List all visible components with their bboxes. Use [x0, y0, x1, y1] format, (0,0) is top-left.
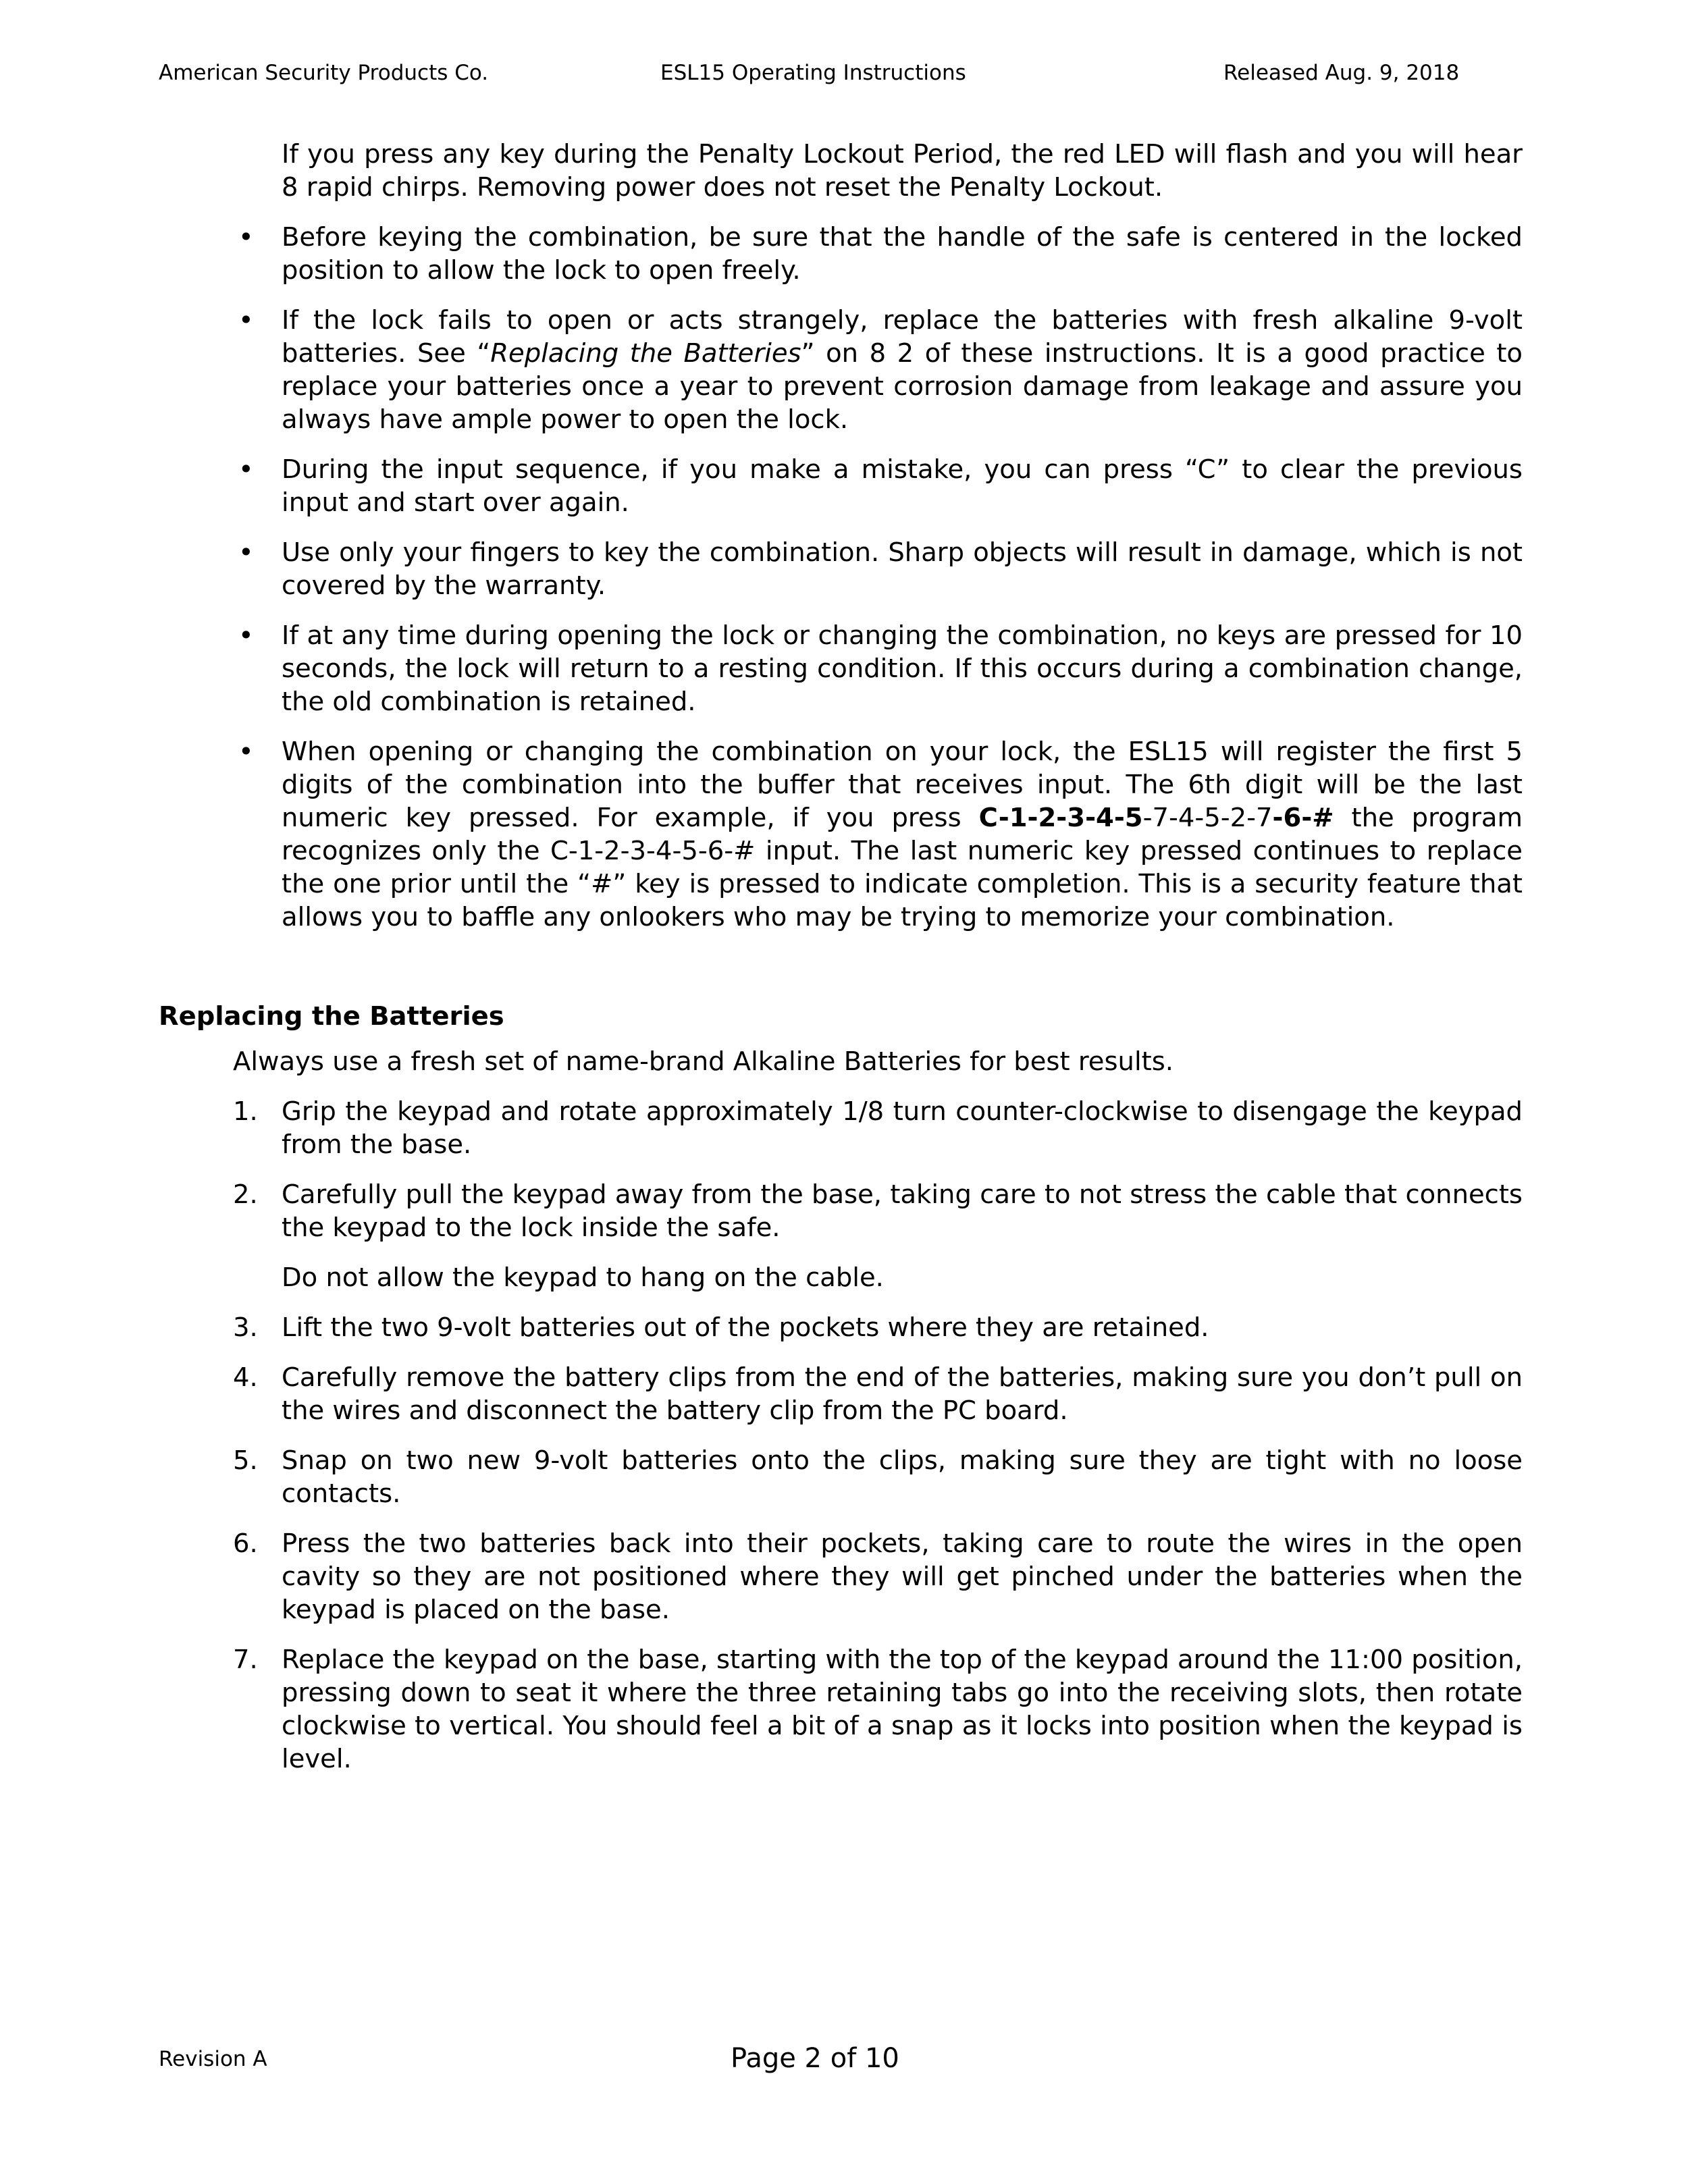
bullet-icon: •: [238, 222, 254, 252]
step-text: Carefully remove the battery clips from the end of the batteries, making sure you don’t pull on the wires and disconnect the battery clip from the PC board.: [282, 1362, 1523, 1426]
step-item: [159, 1178, 1523, 1294]
combination-bold: C-1-2-3-4-5: [978, 803, 1143, 833]
step-text: Snap on two new 9-volt batteries onto the clips, making sure they are tight with no loose contacts.: [282, 1445, 1523, 1509]
step-number: 5.: [233, 1445, 258, 1476]
bullet-icon: •: [238, 737, 254, 767]
list-item: [159, 221, 1523, 287]
bullet-icon: •: [238, 454, 254, 485]
bullet-text: If the lock fails to open or acts strangely, replace the batteries with fresh alkaline 9-volt batteries. See: [282, 305, 1523, 369]
section-intro: Always use a fresh set of name-brand Alkaline Batteries for best results.: [233, 1046, 1174, 1077]
step-text: Replace the keypad on the base, starting with the top of the keypad around the 11:00 position, pressing down to seat it where the three retaining tabs go into the receiving slots, then rotate clockwise to vertical. You should feel a bit of a snap as it locks into position when the keypad is level.: [282, 1645, 1523, 1774]
header-release-date: Released Aug. 9, 2018: [1223, 61, 1460, 85]
section-heading: Replacing the Batteries: [159, 1001, 504, 1032]
step-text: Grip the keypad and rotate approximately 1/8 turn counter-clockwise to disengage the keypad from the base.: [282, 1096, 1523, 1160]
bullet-text: When opening or changing the combination on your lock, the ESL15 will register the first 5 digits of the combination into the buffer that receives input. The 6th digit will be the last numeric key pressed. For example, if you press: [282, 737, 1523, 833]
bullet-icon: •: [238, 537, 254, 568]
footer-revision: Revision A: [159, 2047, 267, 2071]
list-item: [159, 453, 1523, 519]
bullet-icon: •: [238, 305, 254, 336]
bullet-icon: •: [238, 620, 254, 651]
step-text: Carefully pull the keypad away from the base, taking care to not stress the cable that connects the keypad to the lock inside the safe.: [282, 1179, 1523, 1243]
main-content: [159, 138, 1523, 1792]
step-note: Do not allow the keypad to hang on the cable.: [282, 1262, 884, 1293]
list-item: [159, 304, 1523, 436]
list-item: [159, 735, 1523, 934]
step-item: [159, 1361, 1523, 1427]
steps-list: [159, 1095, 1523, 1776]
step-number: 1.: [233, 1096, 258, 1127]
bullet-text: the program recognizes only the C-1-2-3-4-5-6-# input. The last numeric key pressed continues to replace the one prior until the “#” key is pressed to indicate completion. This is a security feature that allows you to baffle any onlookers who may be trying to memorize your combination.: [282, 803, 1523, 932]
step-number: 7.: [233, 1645, 258, 1675]
bullet-text: Before keying the combination, be sure that the handle of the safe is centered in the locked position to allow the lock to open freely.: [282, 222, 1523, 286]
combination-bold-end: -6-#: [1272, 803, 1334, 833]
list-item: [159, 619, 1523, 718]
step-item: [159, 1643, 1523, 1776]
step-item: [159, 1311, 1523, 1344]
step-item: [159, 1444, 1523, 1510]
list-item: [159, 536, 1523, 602]
quote-mark: “: [477, 338, 491, 369]
bullet-text: Use only your fingers to key the combination. Sharp objects will result in damage, which is not covered by the warranty.: [282, 537, 1523, 601]
header-company: American Security Products Co.: [159, 61, 489, 85]
step-number: 3.: [233, 1312, 258, 1343]
header-doc-title: ESL15 Operating Instructions: [660, 61, 966, 85]
step-text: Press the two batteries back into their pockets, taking care to route the wires in the open cavity so they are not positioned where they will get pinched under the batteries when the keypad is placed on the base.: [282, 1528, 1523, 1625]
combination-extra-digits: -7-4-5-2-7: [1142, 803, 1273, 833]
section-reference: Replacing the Batteries: [490, 338, 801, 369]
step-number: 6.: [233, 1528, 258, 1559]
step-item: [159, 1095, 1523, 1161]
lead-paragraph: If you press any key during the Penalty Lockout Period, the red LED will flash and you will hear 8 rapid chirps. Removing power does not reset the Penalty Lockout.: [282, 139, 1523, 203]
bullet-text: ” on 8 2 of these instructions. It is a good practice to replace your batteries once a year to prevent corrosion damage from leakage and assure you always have ample power to open the lock.: [282, 338, 1523, 435]
page-number: Page 2 of 10: [731, 2043, 899, 2074]
bullet-text: If at any time during opening the lock or changing the combination, no keys are pressed for 10 seconds, the lock will return to a resting condition. If this occurs during a combination change, the old combination is retained.: [282, 620, 1523, 717]
step-item: [159, 1527, 1523, 1626]
tips-list: [159, 221, 1523, 934]
step-number: 4.: [233, 1362, 258, 1393]
step-number: 2.: [233, 1179, 258, 1210]
bullet-text: During the input sequence, if you make a mistake, you can press “C” to clear the previous input and start over again.: [282, 454, 1523, 518]
step-text: Lift the two 9-volt batteries out of the pockets where they are retained.: [282, 1312, 1209, 1343]
